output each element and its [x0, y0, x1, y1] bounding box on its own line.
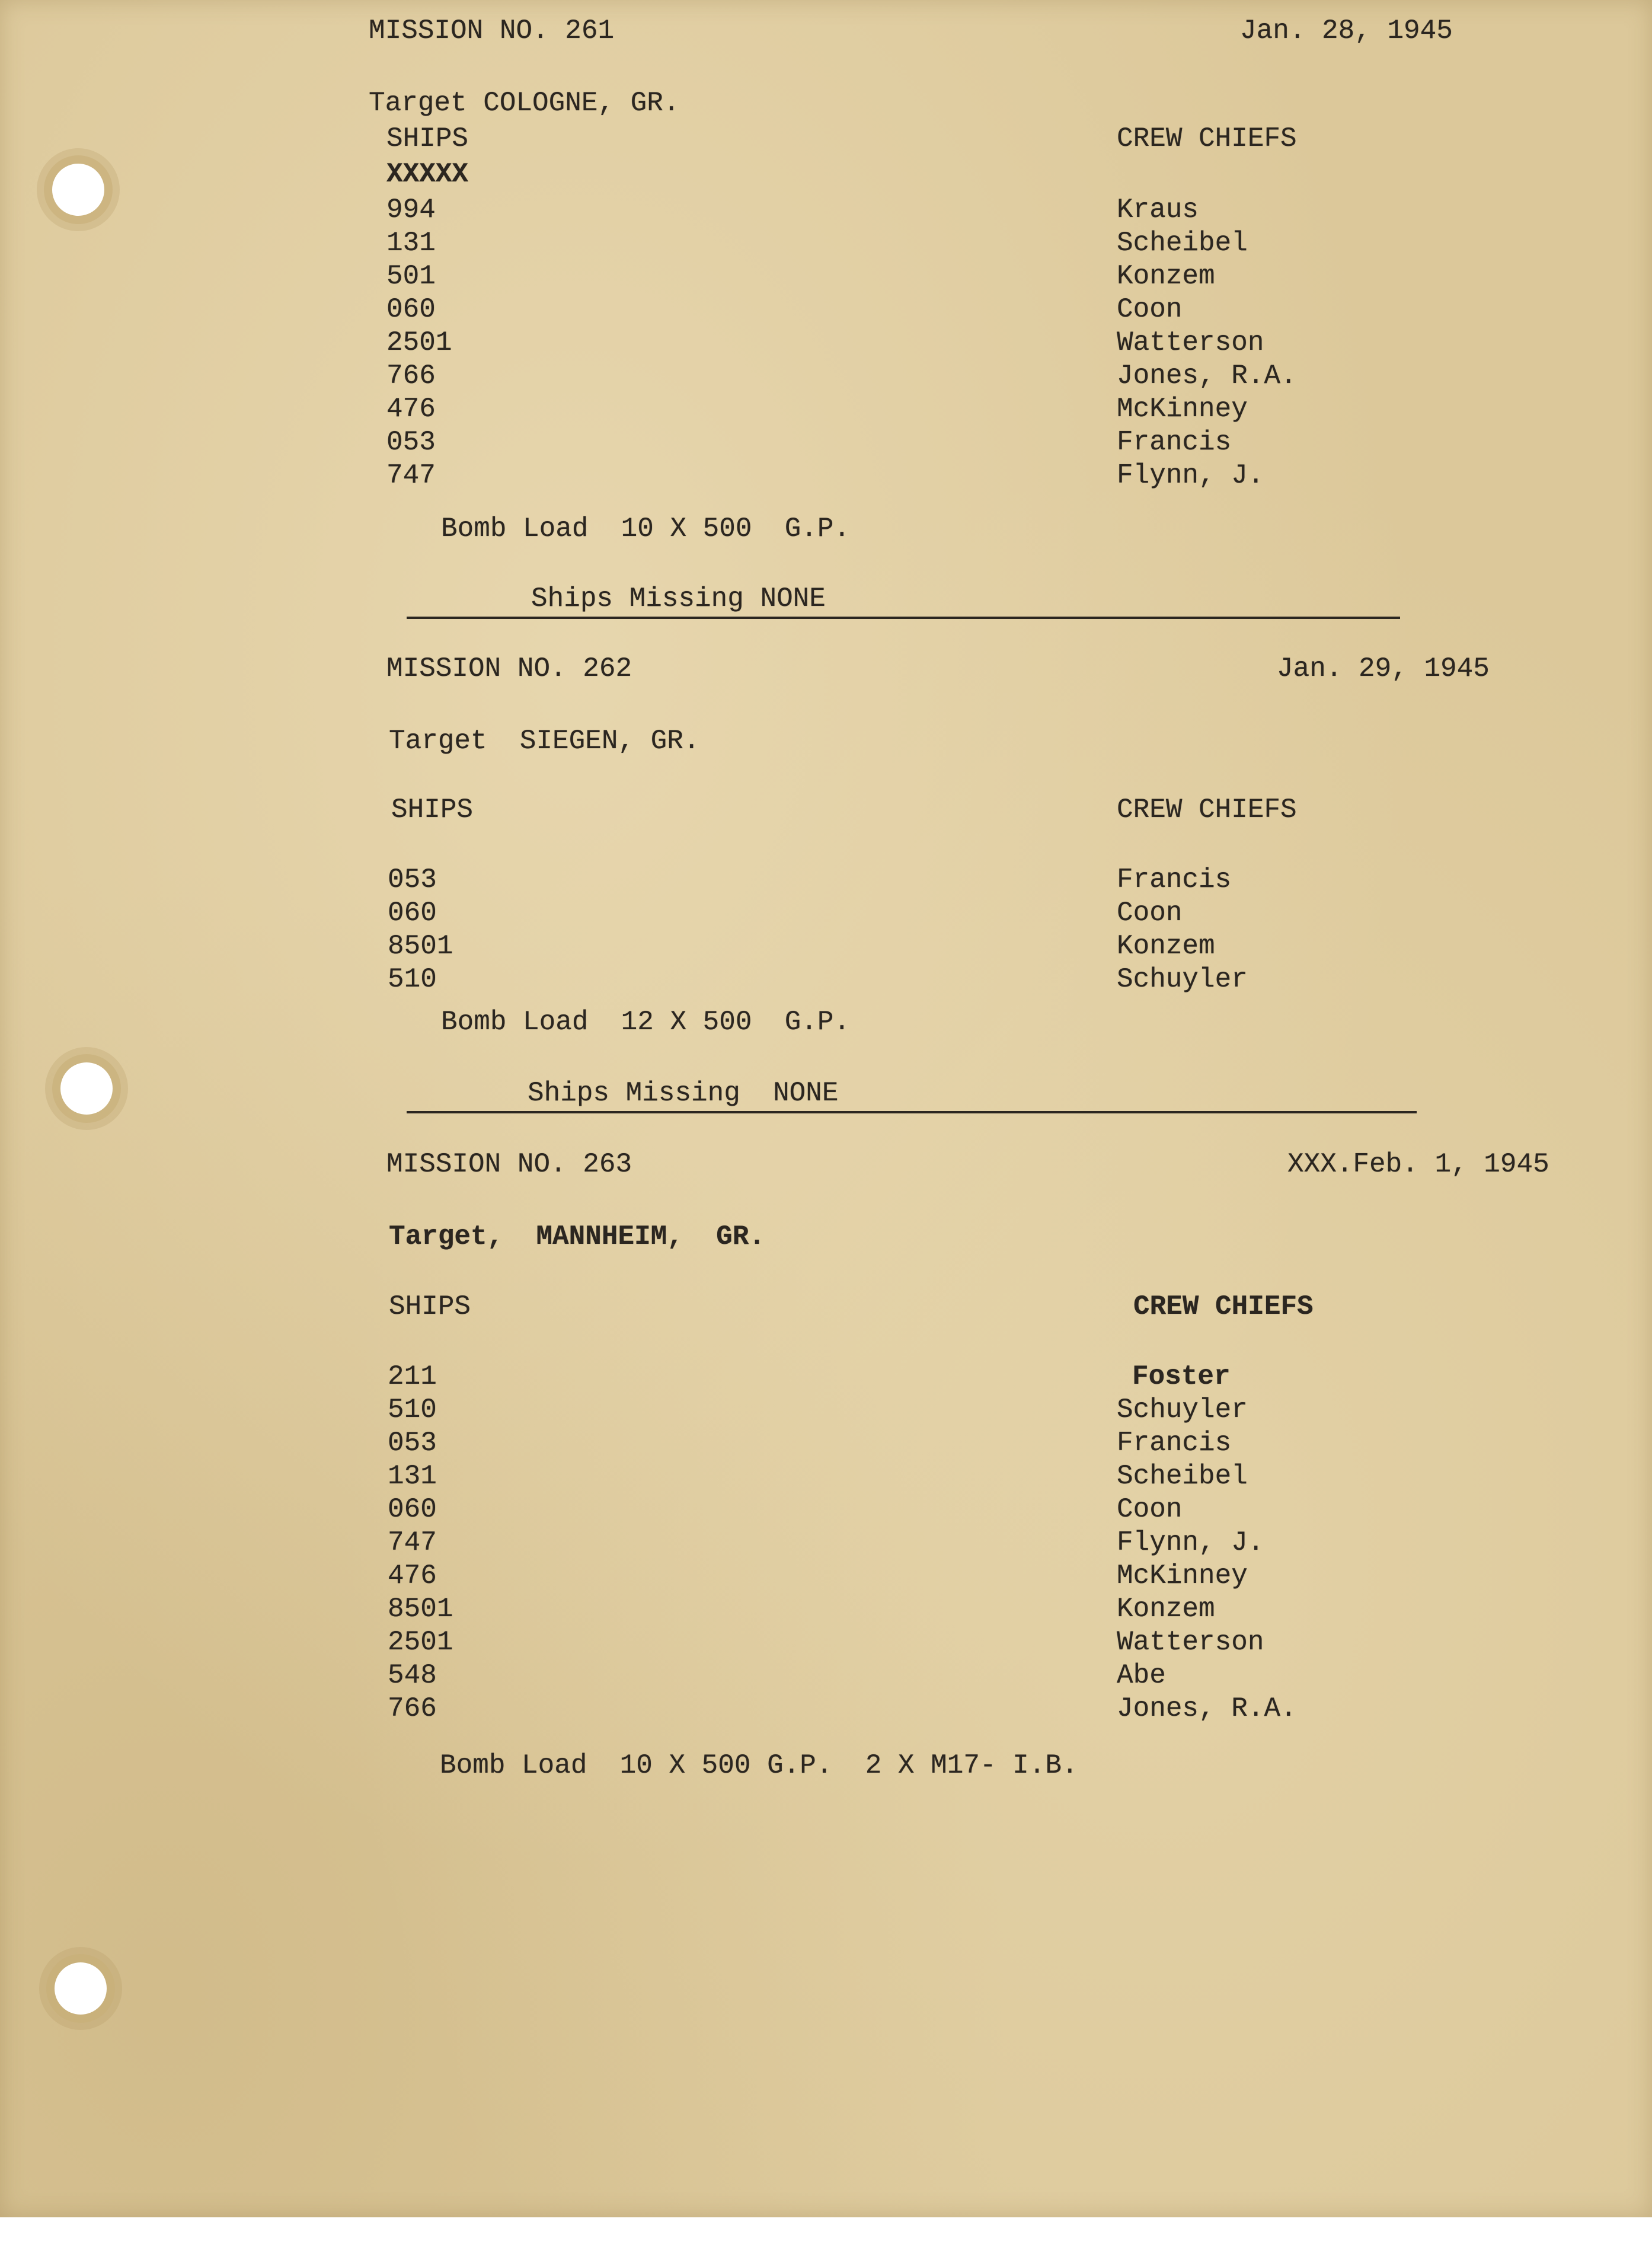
mission-header: MISSION NO. 263 — [386, 1149, 632, 1180]
crew-chief-name: Flynn, J. — [1117, 460, 1264, 491]
struck-out-entry: XXXXX — [386, 159, 469, 190]
crew-chiefs-heading: CREW CHIEFS — [1117, 794, 1297, 825]
crew-chief-name: McKinney — [1117, 394, 1248, 424]
mission-date: Jan. 29, 1945 — [1277, 653, 1490, 684]
ship-number: 053 — [388, 1428, 437, 1458]
crew-chiefs-list — [1117, 193, 1297, 492]
ships-heading: SHIPS — [386, 123, 469, 154]
punch-hole-top — [52, 164, 104, 216]
mission-header: MISSION NO. 262 — [386, 653, 632, 684]
ship-number: 2501 — [388, 1627, 453, 1658]
section-divider — [407, 617, 1400, 619]
crew-chief-name: Jones, R.A. — [1117, 360, 1297, 391]
crew-chiefs-list — [1117, 1360, 1297, 1725]
crew-chief-name: Scheibel — [1117, 228, 1248, 258]
ship-number: 053 — [386, 427, 436, 458]
ship-number: 060 — [388, 1494, 437, 1525]
crew-chief-name: Watterson — [1117, 1627, 1264, 1658]
ship-number: 2501 — [386, 327, 452, 358]
ship-number: 131 — [386, 228, 436, 258]
crew-chief-name: Francis — [1117, 1428, 1232, 1458]
ship-number: 8501 — [388, 931, 453, 962]
ship-number: 476 — [388, 1560, 437, 1591]
ships-heading: SHIPS — [391, 794, 474, 825]
crew-chief-name: Coon — [1117, 1494, 1183, 1525]
bomb-load: Bomb Load 12 X 500 G.P. — [441, 1007, 851, 1038]
ship-number: 994 — [386, 194, 436, 225]
bomb-load: Bomb Load 10 X 500 G.P. 2 X M17- I.B. — [440, 1750, 1078, 1781]
ship-number: 766 — [388, 1693, 437, 1724]
mission-target: Target, MANNHEIM, GR. — [389, 1221, 765, 1252]
mission-header: MISSION NO. 261 — [369, 15, 615, 46]
crew-chief-name: Konzem — [1117, 931, 1215, 962]
ship-number: 747 — [388, 1527, 437, 1558]
ship-number: 211 — [388, 1361, 437, 1392]
section-divider — [407, 1111, 1417, 1113]
ship-number: 131 — [388, 1461, 437, 1492]
ship-number: 766 — [386, 360, 436, 391]
crew-chief-name: Schuyler — [1117, 964, 1248, 995]
mission-target: Target SIEGEN, GR. — [389, 726, 700, 756]
crew-chief-name: Coon — [1117, 294, 1183, 325]
ship-number: 501 — [386, 261, 436, 292]
mission-date: Jan. 28, 1945 — [1240, 15, 1453, 46]
ships-list — [386, 193, 452, 492]
ships-list — [388, 1360, 453, 1725]
crew-chief-name: McKinney — [1117, 1560, 1248, 1591]
ship-number: 548 — [388, 1660, 437, 1691]
ship-number: 510 — [388, 964, 437, 995]
crew-chief-name: Coon — [1117, 898, 1183, 928]
ships-heading: SHIPS — [389, 1291, 471, 1322]
crew-chiefs-heading: CREW CHIEFS — [1117, 123, 1297, 154]
crew-chief-name: Abe — [1117, 1660, 1166, 1691]
ships-missing: Ships Missing NONE — [531, 583, 826, 614]
mission-date: XXX.Feb. 1, 1945 — [1287, 1149, 1549, 1180]
ships-list — [388, 863, 453, 996]
crew-chief-name: Konzem — [1117, 1594, 1215, 1624]
crew-chief-name: Francis — [1117, 864, 1232, 895]
crew-chief-name: Watterson — [1117, 327, 1264, 358]
mission-target: Target COLOGNE, GR. — [369, 88, 680, 119]
punch-hole-bottom — [55, 1962, 107, 2015]
crew-chief-name: Jones, R.A. — [1117, 1693, 1297, 1724]
bomb-load: Bomb Load 10 X 500 G.P. — [441, 513, 851, 544]
ship-number: 747 — [386, 460, 436, 491]
ship-number: 476 — [386, 394, 436, 424]
crew-chief-name: Kraus — [1117, 194, 1199, 225]
ship-number: 060 — [386, 294, 436, 325]
crew-chief-name: Konzem — [1117, 261, 1215, 292]
ship-number: 060 — [388, 898, 437, 928]
crew-chief-name: Flynn, J. — [1117, 1527, 1264, 1558]
ship-number: 510 — [388, 1394, 437, 1425]
crew-chiefs-list — [1117, 863, 1248, 996]
ship-number: 8501 — [388, 1594, 453, 1624]
crew-chief-name: Foster — [1132, 1361, 1231, 1392]
crew-chiefs-heading: CREW CHIEFS — [1133, 1291, 1314, 1322]
crew-chief-name: Scheibel — [1117, 1461, 1248, 1492]
ships-missing: Ships Missing NONE — [528, 1078, 839, 1109]
punch-hole-middle — [60, 1062, 113, 1115]
crew-chief-name: Francis — [1117, 427, 1232, 458]
crew-chief-name: Schuyler — [1117, 1394, 1248, 1425]
ship-number: 053 — [388, 864, 437, 895]
